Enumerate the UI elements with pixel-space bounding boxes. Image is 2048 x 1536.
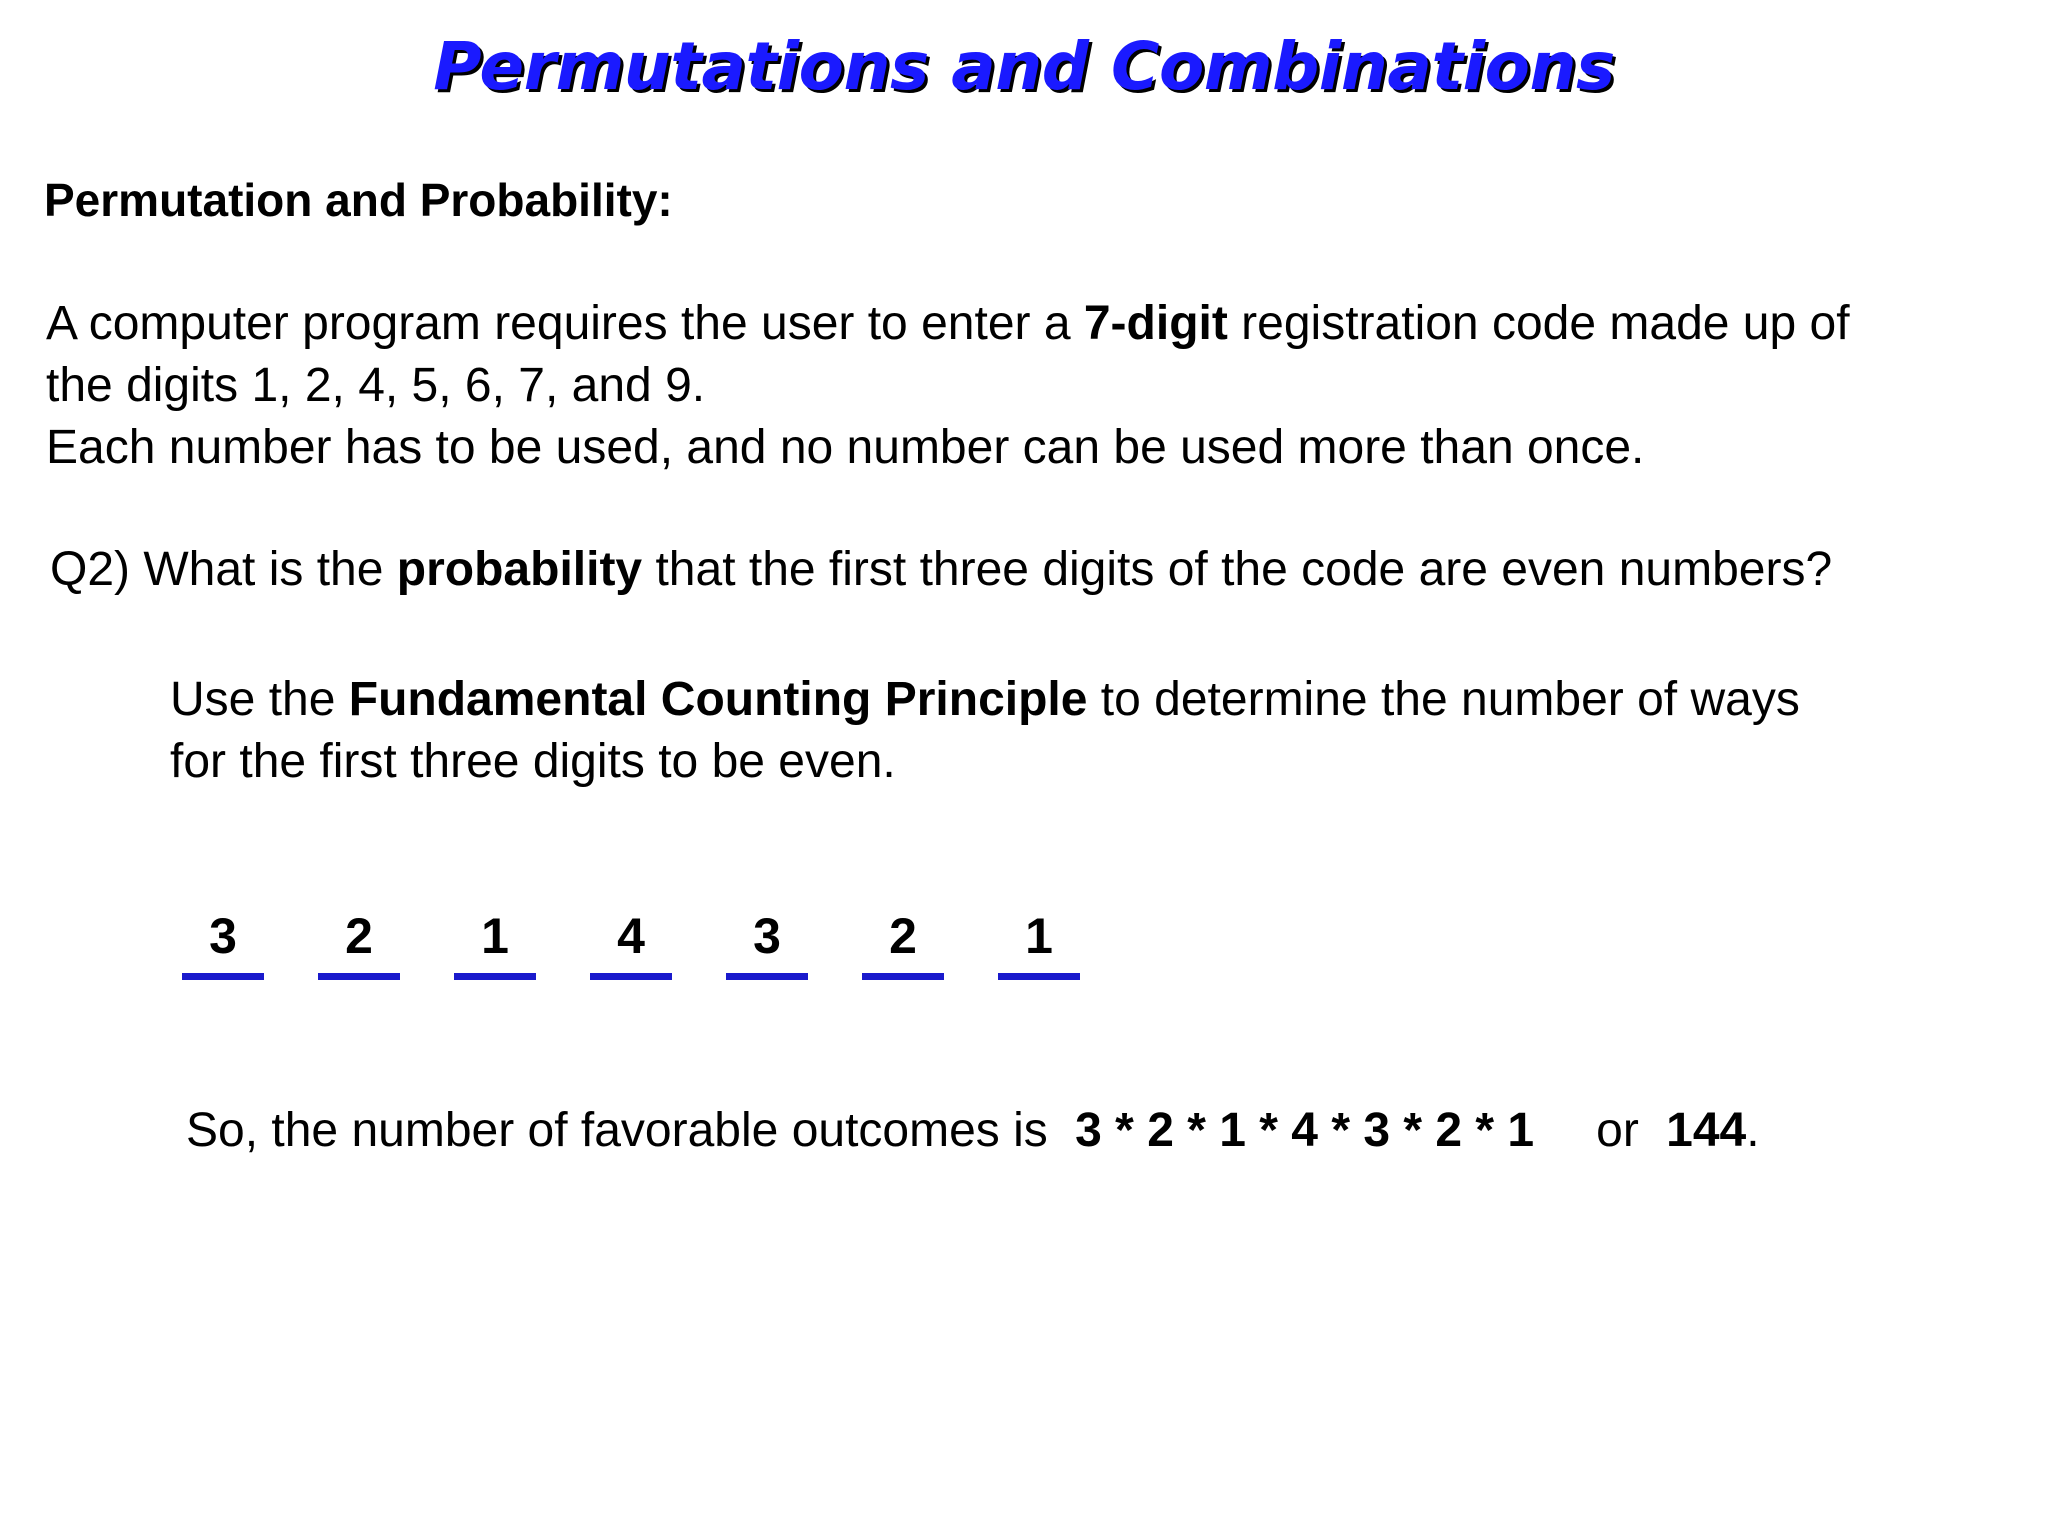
slot-underline: [998, 973, 1080, 980]
digit-slot: [182, 905, 264, 991]
emphasis-fcp: Fundamental Counting Principle: [348, 673, 1088, 726]
problem-line-1: A computer program requires the user to enter a 7-digit registration code made up of: [46, 297, 1850, 350]
slot-number: 1: [481, 908, 509, 964]
digit-slot: [862, 905, 944, 991]
product-expression: 3 * 2 * 1 * 4 * 3 * 2 * 1: [1075, 1104, 1535, 1157]
emphasis-probability: probability: [396, 543, 643, 596]
digit-slot: [590, 905, 672, 991]
instruction-line-2: for the first three digits to be even.: [170, 735, 896, 788]
problem-line-3: Each number has to be used, and no number can be used more than once.: [46, 421, 1645, 474]
slide-title: Permutations and Combinations: [433, 28, 1615, 105]
digit-slot: [318, 905, 400, 991]
slot-underline: [590, 973, 672, 980]
slot-underline: [454, 973, 536, 980]
slot-number: 3: [209, 908, 237, 964]
problem-statement: [46, 293, 1850, 479]
slot-underline: [726, 973, 808, 980]
slot-underline: [182, 973, 264, 980]
emphasis-7-digit: 7-digit: [1083, 297, 1228, 350]
slot-underline: [318, 973, 400, 980]
question-q2: Q2) What is the probability that the first three digits of the code are even numbers?: [50, 543, 1833, 596]
instruction: [170, 669, 1800, 793]
section-heading: Permutation and Probability:: [44, 174, 673, 226]
slot-number: 3: [753, 908, 781, 964]
slot-number: 1: [1025, 908, 1053, 964]
slot-number: 2: [345, 908, 373, 964]
instruction-line-1: Use the Fundamental Counting Principle to determine the number of ways: [170, 673, 1800, 726]
digit-slot: [726, 905, 808, 991]
conclusion: So, the number of favorable outcomes is 3 * 2 * 1 * 4 * 3 * 2 * 1 or 144.: [186, 1104, 1760, 1157]
slot-number: 2: [889, 908, 917, 964]
problem-line-2: the digits 1, 2, 4, 5, 6, 7, and 9.: [46, 359, 706, 412]
or-word: or: [1596, 1104, 1639, 1157]
result-value: 144: [1666, 1104, 1747, 1157]
slot-underline: [862, 973, 944, 980]
digit-slots: [182, 905, 1082, 1005]
digit-slot: [454, 905, 536, 991]
slot-number: 4: [617, 908, 645, 964]
digit-slot: [998, 905, 1080, 991]
